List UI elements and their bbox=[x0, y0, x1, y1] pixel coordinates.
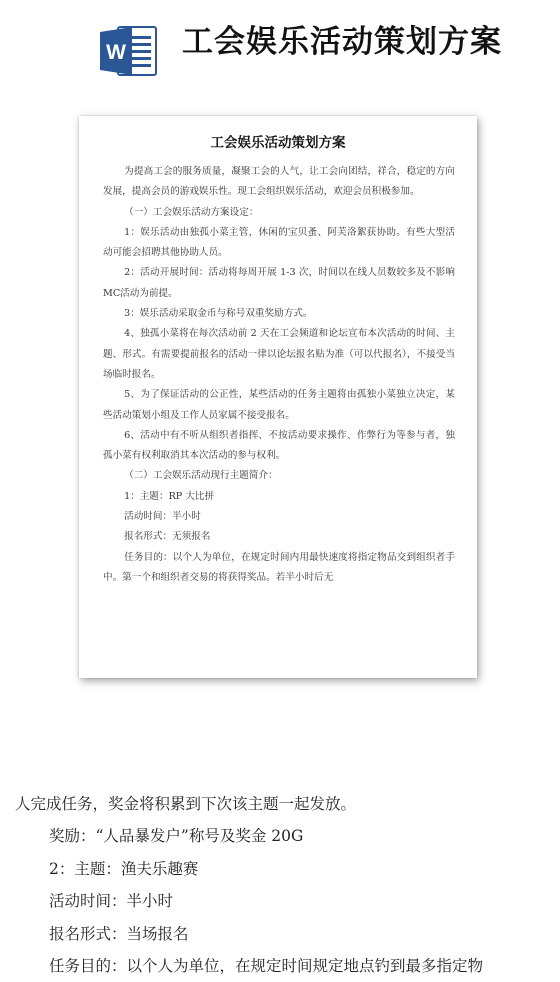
document-title: 工会娱乐活动策划方案 bbox=[210, 135, 346, 151]
paragraph: 3：娱乐活动采取金币与称号双重奖励方式。 bbox=[124, 308, 313, 320]
continuation-text bbox=[15, 788, 555, 982]
paragraph: 1：娱乐活动由独孤小菜主管，休闲的宝贝蚤、阿芙洛絮获协助。有些大型活动可能会招聘其他协助人员。 bbox=[103, 226, 455, 259]
paragraph: 任务目的：以个人为单位，在规定时间内用最快速度将指定物品交到组织者手中。第一个和组织者交易的将获得奖品。若半小时后无 bbox=[103, 551, 455, 583]
paragraph: 1：主题：RP 大比拼 bbox=[124, 490, 215, 502]
paragraph: 4、独孤小菜将在每次活动前 2 天在工会频道和论坛宣布本次活动的时间、主题、形式。有需要提前报名的活动一律以论坛报名贴为准（可以代报名），不接受当场临时报名。 bbox=[103, 328, 455, 380]
section-heading: （一）工会娱乐活动方案设定： bbox=[124, 206, 259, 218]
section-heading: （二）工会娱乐活动现行主题简介： bbox=[124, 470, 278, 482]
text-line: 奖励：“人品暴发户”称号及奖金 20G bbox=[49, 827, 304, 846]
word-document-icon bbox=[100, 23, 158, 79]
paragraph: 6、活动中有不听从组织者指挥、不按活动要求操作、作弊行为等参与者，独孤小菜有权利取消其本次活动的参与权利。 bbox=[103, 429, 455, 462]
paragraph: 2：活动开展时间：活动将每周开展 1-3 次，时间以在线人员数较多及不影响MC活动为前提。 bbox=[103, 267, 455, 299]
text-line: 活动时间：半小时 bbox=[49, 892, 174, 911]
paragraph: 报名形式：无须报名 bbox=[124, 531, 211, 543]
document-page-preview bbox=[79, 116, 477, 678]
text-line: 2：主题：渔夫乐趣赛 bbox=[49, 859, 199, 878]
header bbox=[0, 0, 560, 95]
intro-paragraph: 为提高工会的服务质量，凝聚工会的人气，让工会向团结，祥合，稳定的方向发展，提高会员的游戏娱乐性。现工会组织娱乐活动，欢迎会员积极参加。 bbox=[103, 166, 455, 198]
document-body bbox=[103, 162, 455, 588]
text-line: 报名形式：当场报名 bbox=[49, 924, 189, 943]
svg-text:W: W bbox=[106, 41, 126, 64]
page-title: 工会娱乐活动策划方案 bbox=[182, 24, 502, 60]
text-line: 人完成任务，奖金将积累到下次该主题一起发放。 bbox=[15, 795, 357, 813]
paragraph: 活动时间：半小时 bbox=[124, 511, 201, 523]
paragraph: 5、为了保证活动的公正性，某些活动的任务主题将由孤独小菜独立决定，某些活动策划小组及工作人员家属不接受报名。 bbox=[103, 389, 455, 421]
text-line: 任务目的：以个人为单位，在规定时间规定地点钓到最多指定物 bbox=[49, 957, 484, 976]
